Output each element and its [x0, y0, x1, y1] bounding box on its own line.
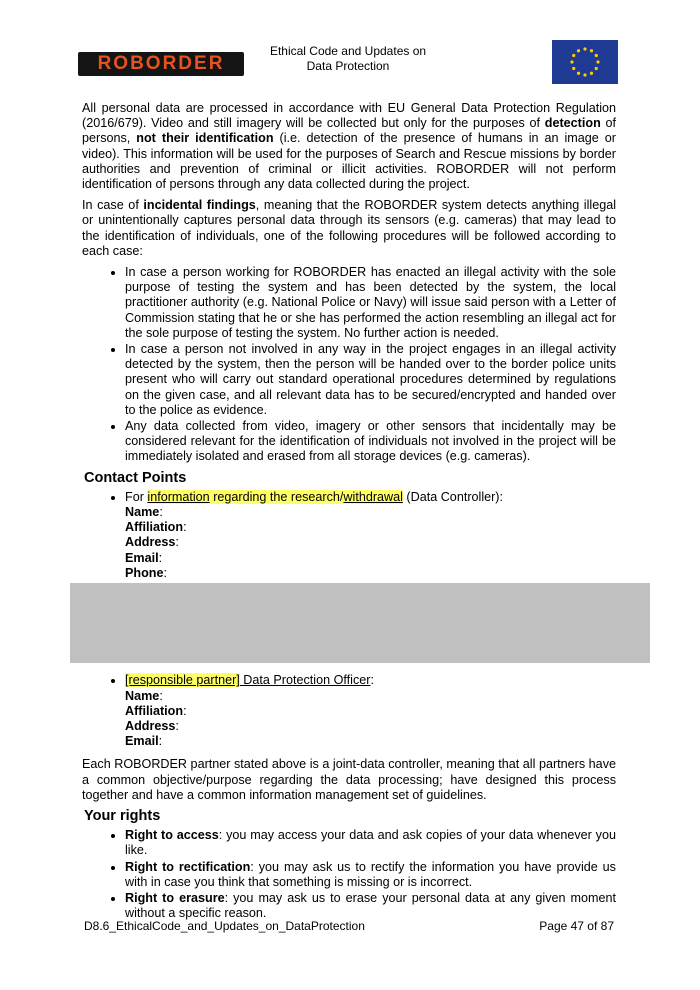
- document-body: [82, 101, 616, 925]
- flag-star: [583, 73, 586, 76]
- flag-star: [577, 72, 580, 75]
- contact-points-heading: Contact Points: [84, 469, 187, 486]
- list-item: • Right to access: you may access your data and ask copies of your data whenever you like.: [125, 828, 616, 858]
- flag-star: [590, 72, 593, 75]
- flag-star: [590, 49, 593, 52]
- eu-flag-icon: [552, 40, 618, 84]
- flag-star: [583, 47, 586, 50]
- redaction-box: [70, 583, 650, 663]
- flag-star: [596, 60, 599, 63]
- flag-star: [572, 54, 575, 57]
- flag-star: [595, 67, 598, 70]
- list-item: • In case a person not involved in any way in the project engages in an illegal activity detected by the system, then the person will be handed over to the border police units present who will carry out standard operational procedures determined by regulations on the given case, and all relevant data has to be secured/encrypted and handed over to the police as evidence.: [125, 342, 616, 418]
- rights-list: [82, 828, 616, 921]
- flag-star: [577, 49, 580, 52]
- list-item: • Any data collected from video, imagery or other sensors that incidentally may be considered relevant for the identification of individuals not involved in the project will be immediately isolated and erased from all storage devices (e.g. cameras).: [125, 419, 616, 465]
- your-rights-heading: Your rights: [84, 807, 161, 824]
- incidental-findings-paragraph: In case of incidental findings, meaning that the ROBORDER system detects anything illegal or unintentionally captures personal data through its sensors (e.g. cameras) that may lead to the identification of individuals, one of the following procedures will be followed according to each case:: [82, 198, 617, 258]
- list-item: • Right to erasure: you may ask us to erase your personal data at any given moment without a specific reason.: [125, 891, 616, 921]
- footer-document-id: D8.6_EthicalCode_and_Updates_on_DataProtection: [84, 919, 365, 933]
- list-item: • Right to rectification: you may ask us to rectify the information you have provide us with in case you think that something is missing or is incorrect.: [125, 860, 616, 890]
- eu-flag-svg: [552, 40, 618, 84]
- flag-star: [595, 54, 598, 57]
- joint-controller-paragraph: Each ROBORDER partner stated above is a joint-data controller, meaning that all partners have a common objective/purpose regarding the data processing; have designed this process together and have a common information management set of guidelines.: [82, 757, 616, 802]
- flag-star: [570, 60, 573, 63]
- logo-text: ROBORDER: [97, 53, 225, 74]
- header-title-line1: Ethical Code and Updates on: [269, 44, 427, 58]
- list-item: • [responsible partner] Data Protection Officer: Name: Affiliation: Address: Email:: [125, 673, 616, 749]
- incidental-cases-list: [82, 265, 616, 465]
- header-title: [268, 44, 428, 74]
- page-header: [78, 40, 618, 88]
- list-item: • For information regarding the research/withdrawal (Data Controller): Name: Affiliation: Address: Email: Phone:: [125, 490, 616, 581]
- roborder-logo: [78, 52, 244, 76]
- gdpr-paragraph: All personal data are processed in accordance with EU General Data Protection Regulation (2016/679). Video and still imagery will be collected but only for the purposes of detection of persons, not their identification (i.e. detection of the presence of humans in an image or video). This information will be used for the purposes of Search and Rescue missions by border authorities and prevention of criminal or illicit activities. ROBORDER will not perform identification of persons through any data collected during the project.: [82, 101, 616, 192]
- flag-star: [572, 67, 575, 70]
- header-title-line2: Data Protection: [306, 59, 390, 73]
- footer-page-number: Page 47 of 87: [539, 919, 614, 933]
- list-item: • In case a person working for ROBORDER has enacted an illegal activity with the sole purpose of testing the system and has been detected by the system, the local practitioner authority (e.g. National Police or Navy) will issue said person with a Letter of Commission stating that he or she has performed the action resembling an illegal act for the sole purpose of testing the system. No further action is needed.: [125, 265, 616, 341]
